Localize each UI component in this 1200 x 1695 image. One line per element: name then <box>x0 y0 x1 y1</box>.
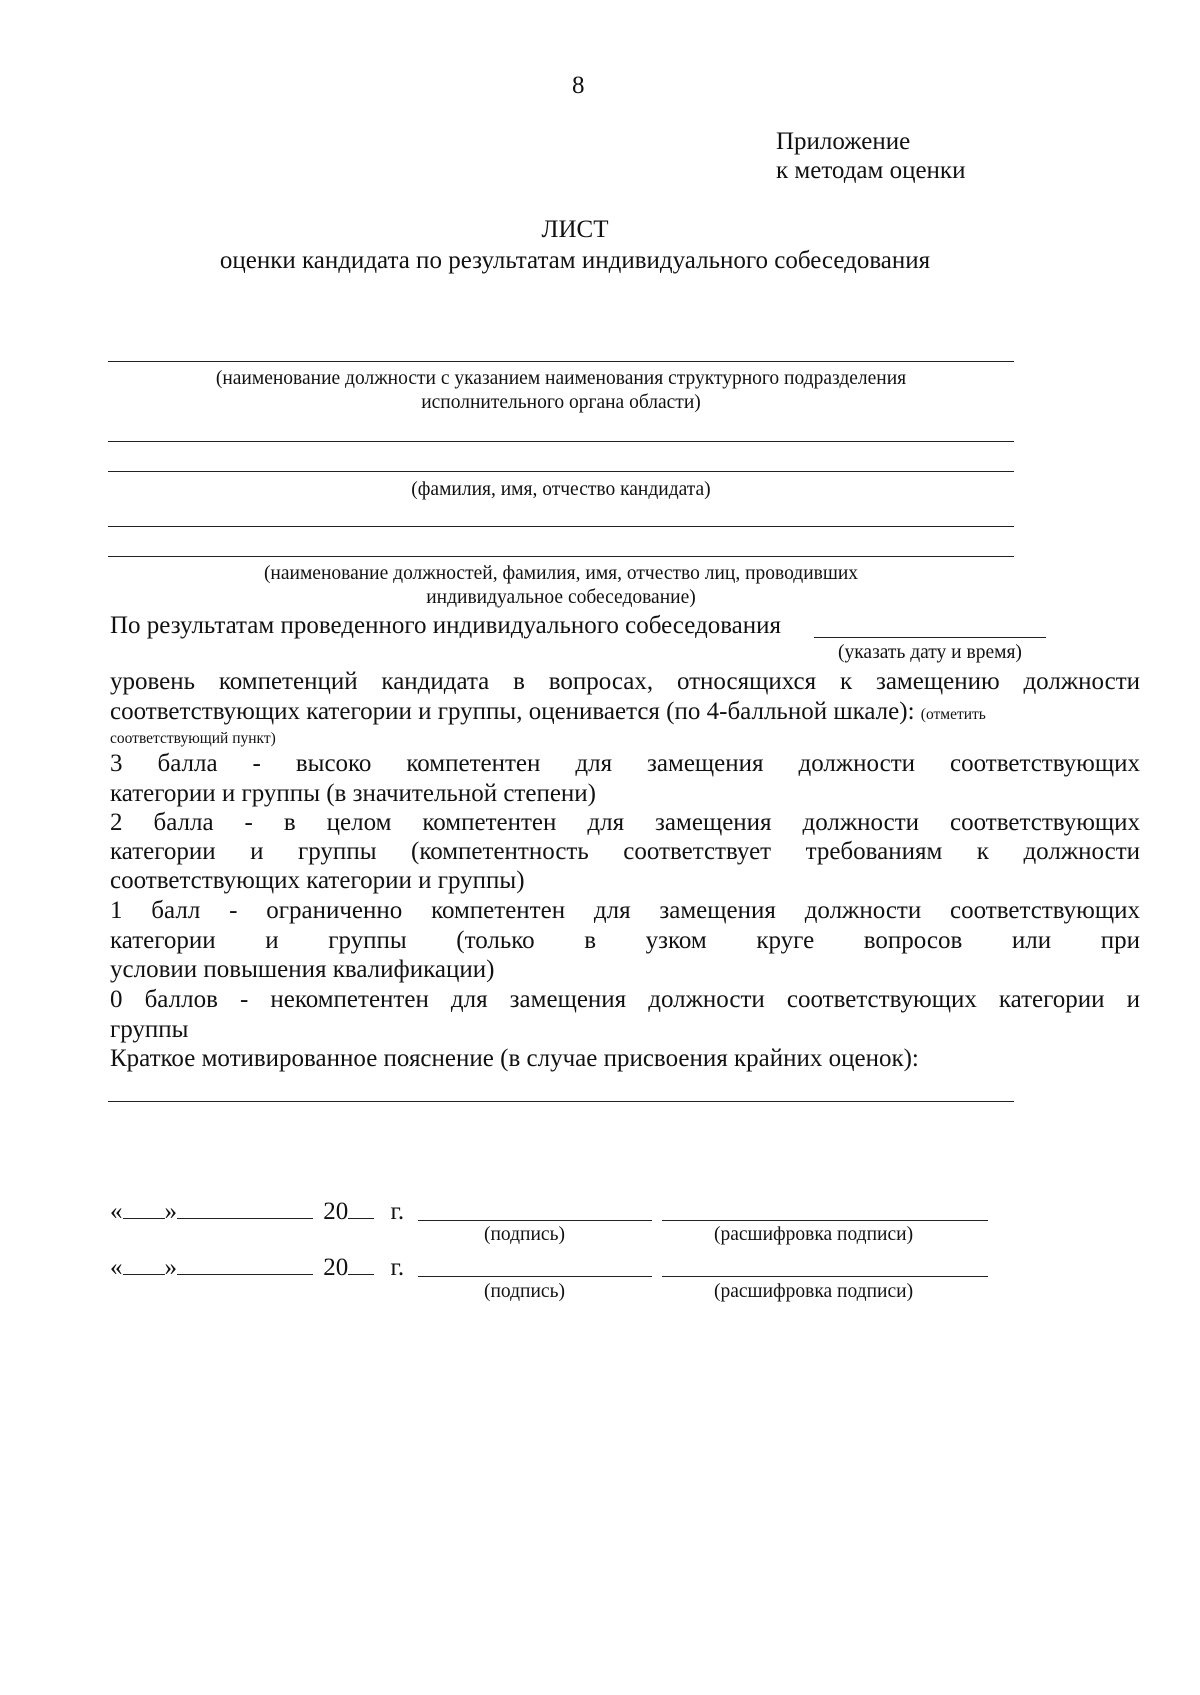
signature-row-1-date <box>110 1196 404 1226</box>
year-field[interactable] <box>348 1196 374 1219</box>
year-suffix: г. <box>390 1198 405 1225</box>
date-field-line[interactable] <box>814 637 1046 638</box>
close-quote: » <box>164 1254 177 1281</box>
position-field-line-2[interactable] <box>108 441 1014 442</box>
score-3-line-2: категории и группы (в значительной степени) <box>110 780 596 807</box>
score-2-line-3: соответствующих категории и группы) <box>110 867 525 894</box>
signature-field-1[interactable] <box>418 1220 652 1221</box>
page-number: 8 <box>572 72 585 99</box>
intro-note-3: (отметить <box>920 706 986 723</box>
document-title: ЛИСТ <box>541 216 609 243</box>
explanation-label: Краткое мотивированное пояснение (в случае присвоения крайних оценок): <box>110 1045 919 1072</box>
appendix-line-1: Приложение <box>776 128 911 155</box>
intro-line-1 <box>110 612 781 640</box>
month-field[interactable] <box>177 1252 313 1275</box>
appendix-line-2: к методам оценки <box>776 157 966 184</box>
month-field[interactable] <box>177 1196 313 1219</box>
signature-decoding-field-2[interactable] <box>662 1276 988 1277</box>
score-0-line-1: 0 баллов - некомпетентен для замещения должности соответствующих категории и <box>110 986 1140 1013</box>
document-subtitle: оценки кандидата по результатам индивидуального собеседования <box>219 247 931 274</box>
open-quote: « <box>110 1198 123 1225</box>
interviewers-field-line[interactable] <box>108 556 1014 557</box>
day-field[interactable] <box>123 1196 165 1219</box>
signature-field-2[interactable] <box>418 1276 652 1277</box>
intro-line-3 <box>110 698 986 726</box>
explanation-field-line[interactable] <box>108 1101 1014 1102</box>
signature-caption-2: (подпись) <box>484 1281 565 1302</box>
intro-text-1: По результатам проведенного индивидуального собеседования <box>110 612 782 639</box>
date-time-caption: (указать дату и время) <box>838 642 1022 663</box>
candidate-field-line[interactable] <box>108 471 1014 472</box>
year-prefix: 20 <box>323 1198 349 1225</box>
signature-row-2-date <box>110 1252 404 1282</box>
signature-decoding-caption-2: (расшифровка подписи) <box>714 1281 914 1302</box>
score-2-line-1: 2 балла - в целом компетентен для замещения должности соответствующих <box>110 809 1140 836</box>
candidate-caption: (фамилия, имя, отчество кандидата) <box>411 479 711 500</box>
score-0-line-2: группы <box>110 1016 189 1043</box>
intro-note-4: соответствующий пункт) <box>110 730 276 747</box>
close-quote: » <box>164 1198 177 1225</box>
signature-decoding-caption-1: (расшифровка подписи) <box>714 1224 914 1245</box>
year-field[interactable] <box>348 1252 374 1275</box>
position-field-line[interactable] <box>108 361 1014 362</box>
position-caption-line-1: (наименование должности с указанием наименования структурного подразделения <box>215 368 907 389</box>
signature-caption-1: (подпись) <box>484 1224 565 1245</box>
interviewers-caption-line-2: индивидуальное собеседование) <box>426 587 696 608</box>
score-2-line-2: категории и группы (компетентность соответствует требованиям к должности <box>110 838 1140 865</box>
score-1-line-3: условии повышения квалификации) <box>110 956 495 983</box>
score-3-line-1: 3 балла - высоко компетентен для замещения должности соответствующих <box>110 750 1140 777</box>
signature-decoding-field-1[interactable] <box>662 1220 988 1221</box>
day-field[interactable] <box>123 1252 165 1275</box>
intro-text-3: соответствующих категории и группы, оценивается (по 4-балльной шкале): <box>110 698 915 725</box>
candidate-field-line-2[interactable] <box>108 526 1014 527</box>
intro-line-2: уровень компетенций кандидата в вопросах, относящихся к замещению должности <box>110 668 1140 695</box>
score-1-line-2: категории и группы (только в узком круге вопросов или при <box>110 927 1140 954</box>
open-quote: « <box>110 1254 123 1281</box>
position-caption-line-2: исполнительного органа области) <box>421 392 701 413</box>
score-1-line-1: 1 балл - ограниченно компетентен для замещения должности соответствующих <box>110 897 1140 924</box>
interviewers-caption-line-1: (наименование должностей, фамилия, имя, отчество лиц, проводивших <box>263 563 859 584</box>
year-prefix: 20 <box>323 1254 349 1281</box>
year-suffix: г. <box>390 1254 405 1281</box>
